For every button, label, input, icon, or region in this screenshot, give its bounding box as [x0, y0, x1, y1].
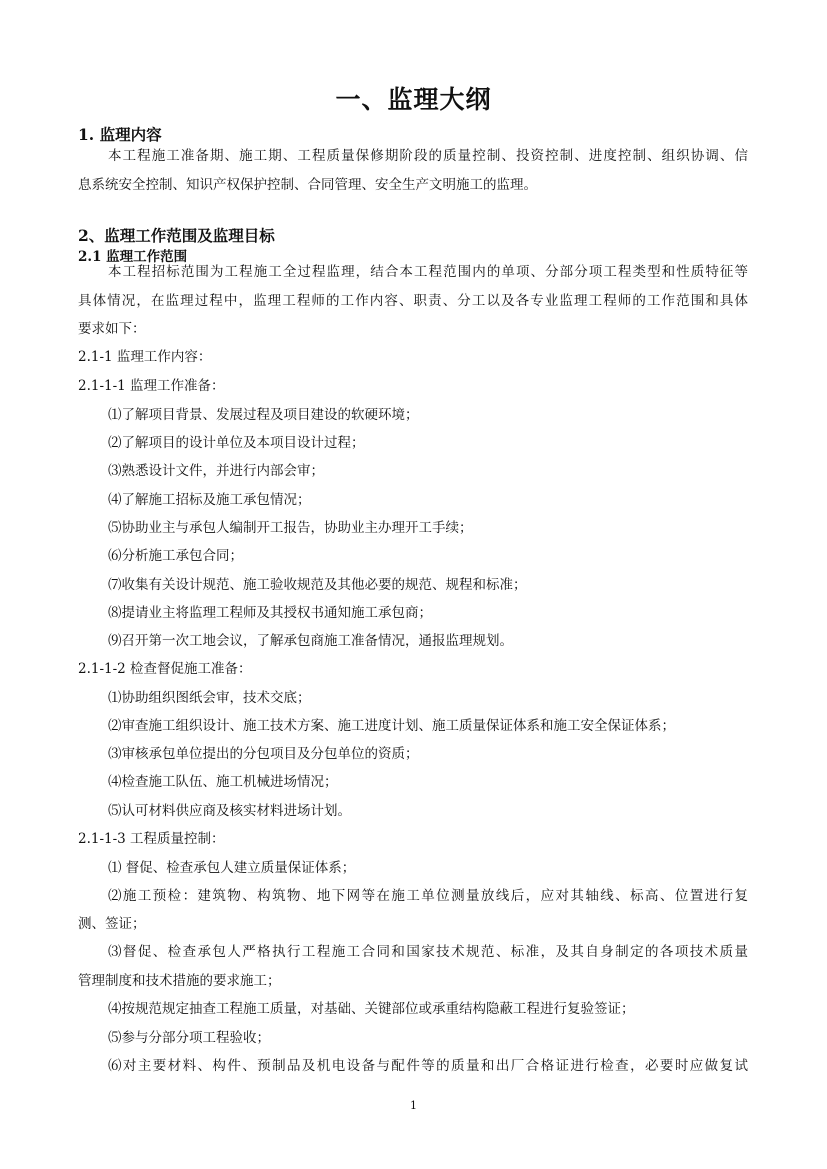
prep-title: 2.1-1-1 监理工作准备： [78, 378, 225, 394]
check-item: ⑷检查施工队伍、施工机械进场情况； [108, 774, 338, 790]
prep-item: ⑺收集有关设计规范、施工验收规范及其他必要的规范、规程和标准； [108, 577, 527, 593]
quality-item: ⑵施工预检：建筑物、构筑物、地下网等在施工单位测量放线后，应对其轴线、标高、位置进行复 [108, 888, 748, 904]
check-item: ⑴协助组织图纸会审，技术交底； [108, 690, 311, 706]
intro-line-3: 要求如下： [78, 321, 146, 337]
check-title: 2.1-1-2 检查督促施工准备： [78, 661, 252, 677]
section-1-heading: 1. 监理内容 [78, 125, 162, 144]
quality-item-cont: 测、签证； [78, 916, 146, 932]
prep-item: ⑻提请业主将监理工程师及其授权书通知施工承包商； [108, 605, 432, 621]
page-title: 一、监理大纲 [335, 85, 492, 114]
prep-item: ⑶熟悉设计文件，并进行内部会审； [108, 463, 324, 479]
check-item: ⑶审核承包单位提出的分包项目及分包单位的资质； [108, 746, 419, 762]
page-number: 1 [410, 1099, 417, 1112]
quality-item-cont: 管理制度和技术措施的要求施工； [78, 973, 281, 989]
content-title: 2.1-1 监理工作内容： [78, 349, 212, 365]
prep-item: ⑸协助业主与承包人编制开工报告，协助业主办理开工手续； [108, 520, 473, 536]
section-2-1-heading: 2.1 监理工作范围 [78, 249, 188, 265]
check-item: ⑵审查施工组织设计、施工技术方案、施工进度计划、施工质量保证体系和施工安全保证体系； [108, 718, 675, 734]
quality-item: ⑸参与分部分项工程验收； [108, 1030, 270, 1046]
quality-item: ⑴ 督促、检查承包人建立质量保证体系； [108, 860, 356, 876]
check-item: ⑸认可材料供应商及核实材料进场计划。 [108, 803, 351, 819]
prep-item: ⑼召开第一次工地会议，了解承包商施工准备情况，通报监理规划。 [108, 633, 513, 649]
quality-item: ⑶督促、检查承包人严格执行工程施工合同和国家技术规范、标准，及其自身制定的各项技术质量 [108, 944, 748, 960]
section-1-text-line-1: 本工程施工准备期、施工期、工程质量保修期阶段的质量控制、投资控制、进度控制、组织协调、信 [108, 148, 748, 164]
intro-line-1: 本工程招标范围为工程施工全过程监理，结合本工程范围内的单项、分部分项工程类型和性质特征等 [108, 264, 748, 280]
prep-item: ⑹分析施工承包合同； [108, 548, 243, 564]
quality-item: ⑷按规范规定抽查工程施工质量，对基础、关键部位或承重结构隐蔽工程进行复验签证； [108, 1001, 635, 1017]
section-1-text-line-2: 息系统安全控制、知识产权保护控制、合同管理、安全生产文明施工的监理。 [78, 177, 537, 193]
prep-item: ⑷了解施工招标及施工承包情况； [108, 492, 311, 508]
section-2-heading: 2、监理工作范围及监理目标 [78, 226, 275, 245]
intro-line-2: 具体情况，在监理过程中，监理工程师的工作内容、职责、分工以及各专业监理工程师的工作范围和具体 [78, 293, 748, 309]
prep-item: ⑴了解项目背景、发展过程及项目建设的软硬环境； [108, 407, 419, 423]
quality-item: ⑹对主要材料、构件、预制品及机电设备与配件等的质量和出厂合格证进行检查，必要时应做复试 [108, 1058, 748, 1074]
quality-title: 2.1-1-3 工程质量控制： [78, 831, 225, 847]
prep-item: ⑵了解项目的设计单位及本项目设计过程； [108, 435, 365, 451]
